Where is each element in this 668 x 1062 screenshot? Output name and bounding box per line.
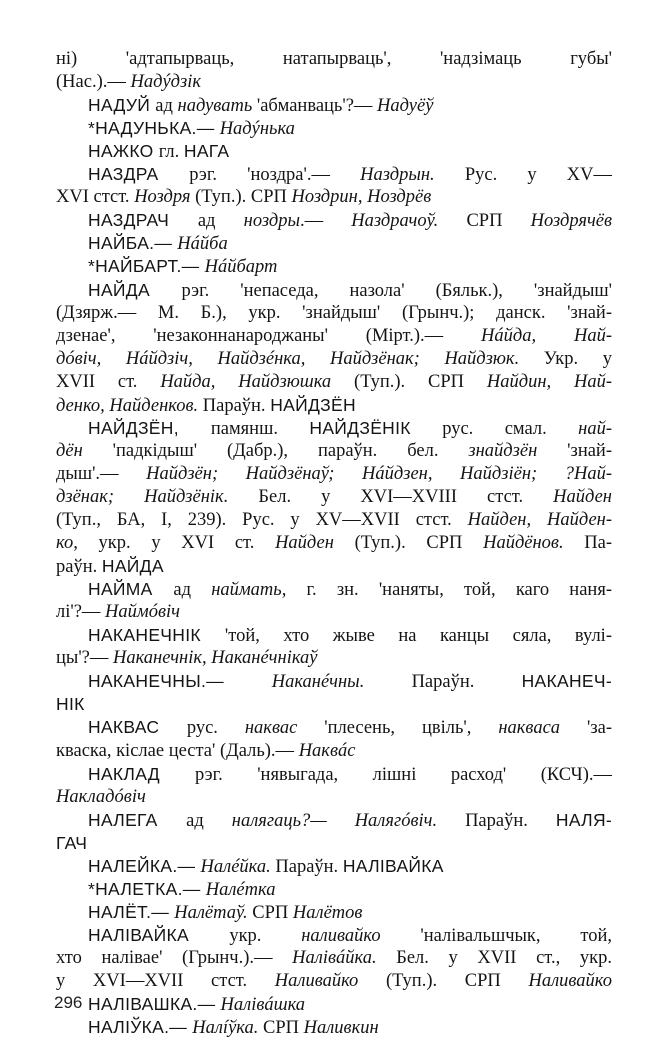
line-text: ні) 'адтапырваць, натапырваць', 'надзімаць губы' (56, 49, 612, 69)
headword: НАЖКО (88, 141, 159, 162)
line-text: 'знай- (537, 440, 612, 461)
surname-form: Ноздря (134, 187, 191, 208)
line-text: ад (197, 211, 244, 232)
headword: НАЙДЗЁНІК (309, 417, 411, 438)
surname-form: наквас (244, 718, 298, 739)
surname-form: Ноздрин, Ноздрёв (291, 187, 432, 208)
surname-form: наквасa (498, 718, 561, 739)
headword: НАЛЕГА (88, 809, 187, 830)
surname-form: Нáйда, Най- (481, 325, 612, 346)
line-text: Бел. у XVII ст., укр. (376, 947, 612, 968)
surname-form: Наканéчны. (271, 672, 365, 693)
surname-form: надувать (177, 96, 253, 117)
surname-form: Налётаў. (174, 902, 248, 923)
surname-form: Найдин, Най- (486, 371, 612, 392)
line-text: (Туп.). СРП (333, 533, 484, 554)
line-text: XVI стст. (56, 187, 135, 208)
headword: НАЛІЎКА.— (88, 1017, 193, 1038)
headword: НАЛІВАЙКА (342, 855, 444, 876)
line-text: СРП (247, 902, 293, 923)
line-text: хто налівае' (Грынч.).— (56, 947, 293, 968)
line-text: Параўн. (270, 856, 343, 877)
line-text: Рус. у XV— (434, 165, 612, 186)
line-text: Бел. у XVI—XVIII стст. (228, 486, 554, 507)
surname-form: Наздрачоў. (351, 211, 439, 232)
line-text: 'налівальшчык, той, (380, 925, 612, 946)
line-text: (Туп.). СРП (190, 187, 292, 208)
surname-form: Наймóвіч (105, 602, 180, 623)
headword: *НАЛЕТКА.— (88, 878, 206, 899)
line-text: Укр. у (519, 348, 612, 369)
surname-form: Наканечнік, Наканéчнікаў (113, 648, 318, 669)
line-text: (Дзярж.— М. Б.), укр. 'знайдыш' (Грынч.); данск. 'знай- (56, 302, 612, 323)
surname-form: Налéтка (205, 879, 276, 900)
surname-form: Надýдзік (130, 72, 202, 93)
headword: НАКЛАД (88, 763, 195, 784)
line-text: (Туп.). СРП (358, 971, 529, 991)
surname-form: Наливайко (528, 971, 612, 991)
surname-form: най- (578, 418, 612, 439)
line-text: Параўн. (364, 672, 522, 693)
surname-form: Найдзён; Найдзёнаў; Нáйдзен, Найдзіён; ?Най- (146, 463, 612, 484)
line-text: 'падкідыш' (Дабр.), параўн. бел. (82, 440, 469, 461)
surname-form: Найдёнов. (483, 533, 564, 554)
line-text: дыш'.— (56, 463, 147, 484)
surname-form: дзёнак; Найдзёнік. (56, 486, 229, 507)
surname-form: Налíўка. (192, 1018, 259, 1039)
line-text: ад (173, 580, 212, 601)
line-text: г. зн. 'наняты, той, каго наня- (286, 580, 612, 601)
line-text: Параўн. (198, 395, 271, 416)
line-text: 'той, хто жыве на канцы сяла, вулі- (224, 626, 612, 647)
line-text: рэг. 'непаседа, назола' (Бяльк.), 'знайдыш' (181, 280, 612, 301)
surname-form: Налівáшка (220, 995, 306, 1016)
surname-form: Нáйба (177, 234, 228, 255)
surname-form: ко, (56, 533, 78, 554)
line-text: раўн. (56, 557, 102, 578)
headword: НІК (56, 694, 85, 715)
line-text: у XVI—XVII стст. (56, 971, 275, 991)
headword: НАЛЕЙКА.— (88, 855, 201, 876)
line-text: 'плесень, цвіль', (297, 718, 499, 739)
line-text: 'за- (560, 718, 612, 739)
surname-form: Налётов (292, 902, 363, 923)
headword: НАЙДЗЁН (270, 394, 356, 415)
line-text: рэг. 'нявыгада, лішні расход' (КСЧ).— (194, 764, 612, 785)
headword: НАКАНЕЧ- (521, 671, 612, 692)
line-text: памянш. (210, 418, 310, 439)
surname-form: Найден (275, 533, 334, 554)
headword: НАЙМА (88, 579, 174, 600)
line-text: XVII ст. (56, 371, 161, 392)
line-text: цы'?— (56, 648, 113, 669)
surname-form: Наливкин (303, 1018, 379, 1039)
surname-form: Налівáйка. (292, 947, 377, 968)
headword: НАЙДА (101, 556, 164, 577)
headword: НАЗДРАЧ (88, 210, 198, 231)
surname-form: наливайко (301, 925, 381, 946)
surname-form: Найден, Найден- (467, 510, 612, 530)
line-text: .— (299, 211, 352, 232)
surname-form: ноздры (243, 211, 300, 232)
surname-form: Наздрын. (360, 165, 435, 186)
surname-form: Налéйка. (200, 856, 271, 877)
surname-form: Ноздрячёв (530, 211, 612, 232)
line-text: дзенае', 'незаконнанароджаны' (Мірт.).— (56, 325, 482, 346)
line-text: ад (155, 96, 178, 117)
headword: НАДУЙ (88, 95, 156, 116)
headword: НАГА (183, 141, 230, 162)
line-text: 'абманваць'?— (252, 96, 378, 117)
line-text: (Туп., БА, I, 239). Рус. у XV—XVII стст. (56, 510, 468, 530)
line-text: кваска, кіслае цеста' (Даль).— (56, 740, 299, 761)
headword: НАЙДА (88, 279, 182, 300)
line-text: лі'?— (56, 602, 106, 623)
surname-form: Найден (553, 486, 612, 507)
headword: ГАЧ (56, 832, 88, 853)
surname-form: Надýнька (219, 119, 295, 140)
line-text: рус. (186, 718, 245, 739)
headword: *НАЙБАРТ.— (88, 256, 205, 277)
line-text: (Туп.). СРП (331, 371, 487, 392)
headword: НАКАНЕЧНЫ.— (88, 671, 272, 692)
headword: НАЛІВАЙКА (88, 924, 230, 945)
surname-form: дóвіч, Нáйдзіч, Найдзéнка, Найдзёнак; Найдзюк. (56, 348, 520, 369)
surname-form: Найда, Найдзюшка (160, 371, 332, 392)
line-text: Параўн. (437, 810, 556, 831)
surname-form: Накладóвіч (56, 786, 146, 807)
line-text: СРП (258, 1018, 304, 1039)
line-text: ад (186, 810, 232, 831)
surname-form: Наквáс (298, 740, 356, 761)
line-text: СРП (438, 211, 531, 232)
headword: НАЛІВАШКА.— (88, 994, 221, 1015)
line-text: рус. смал. (410, 418, 579, 439)
surname-form: налягаць?— Налягóвіч. (231, 810, 438, 831)
surname-form: наймать, (211, 580, 287, 601)
headword: НАЛЯ- (555, 809, 612, 830)
line-text: гл. (158, 142, 184, 163)
headword: НАЙДЗЁН, (88, 417, 211, 438)
surname-form: Наливайко (274, 971, 359, 991)
surname-form: знайдзён (468, 440, 538, 461)
headword: НАКВАС (88, 717, 187, 738)
surname-form: Надуёў (377, 96, 434, 117)
line-text: Па- (563, 533, 612, 554)
headword: НАЛЁТ.— (88, 901, 175, 922)
line-text: рэг. 'ноздра'.— (189, 165, 361, 186)
line-text: укр. (229, 925, 302, 946)
headword: НАЙБА.— (88, 233, 178, 254)
surname-form: денко, Найденков. (56, 395, 199, 416)
headword: НАКАНЕЧНІК (88, 625, 225, 646)
surname-form: дён (56, 440, 83, 461)
text-line (88, 1014, 612, 1040)
headword: *НАДУНЬКА.— (88, 118, 220, 139)
line-text: укр. у XVI ст. (77, 533, 276, 554)
page-number: 296 (54, 993, 83, 1012)
headword: НАЗДРА (88, 164, 190, 185)
line-text: (Нас.).— (56, 72, 131, 93)
surname-form: Нáйбарт (204, 257, 278, 278)
